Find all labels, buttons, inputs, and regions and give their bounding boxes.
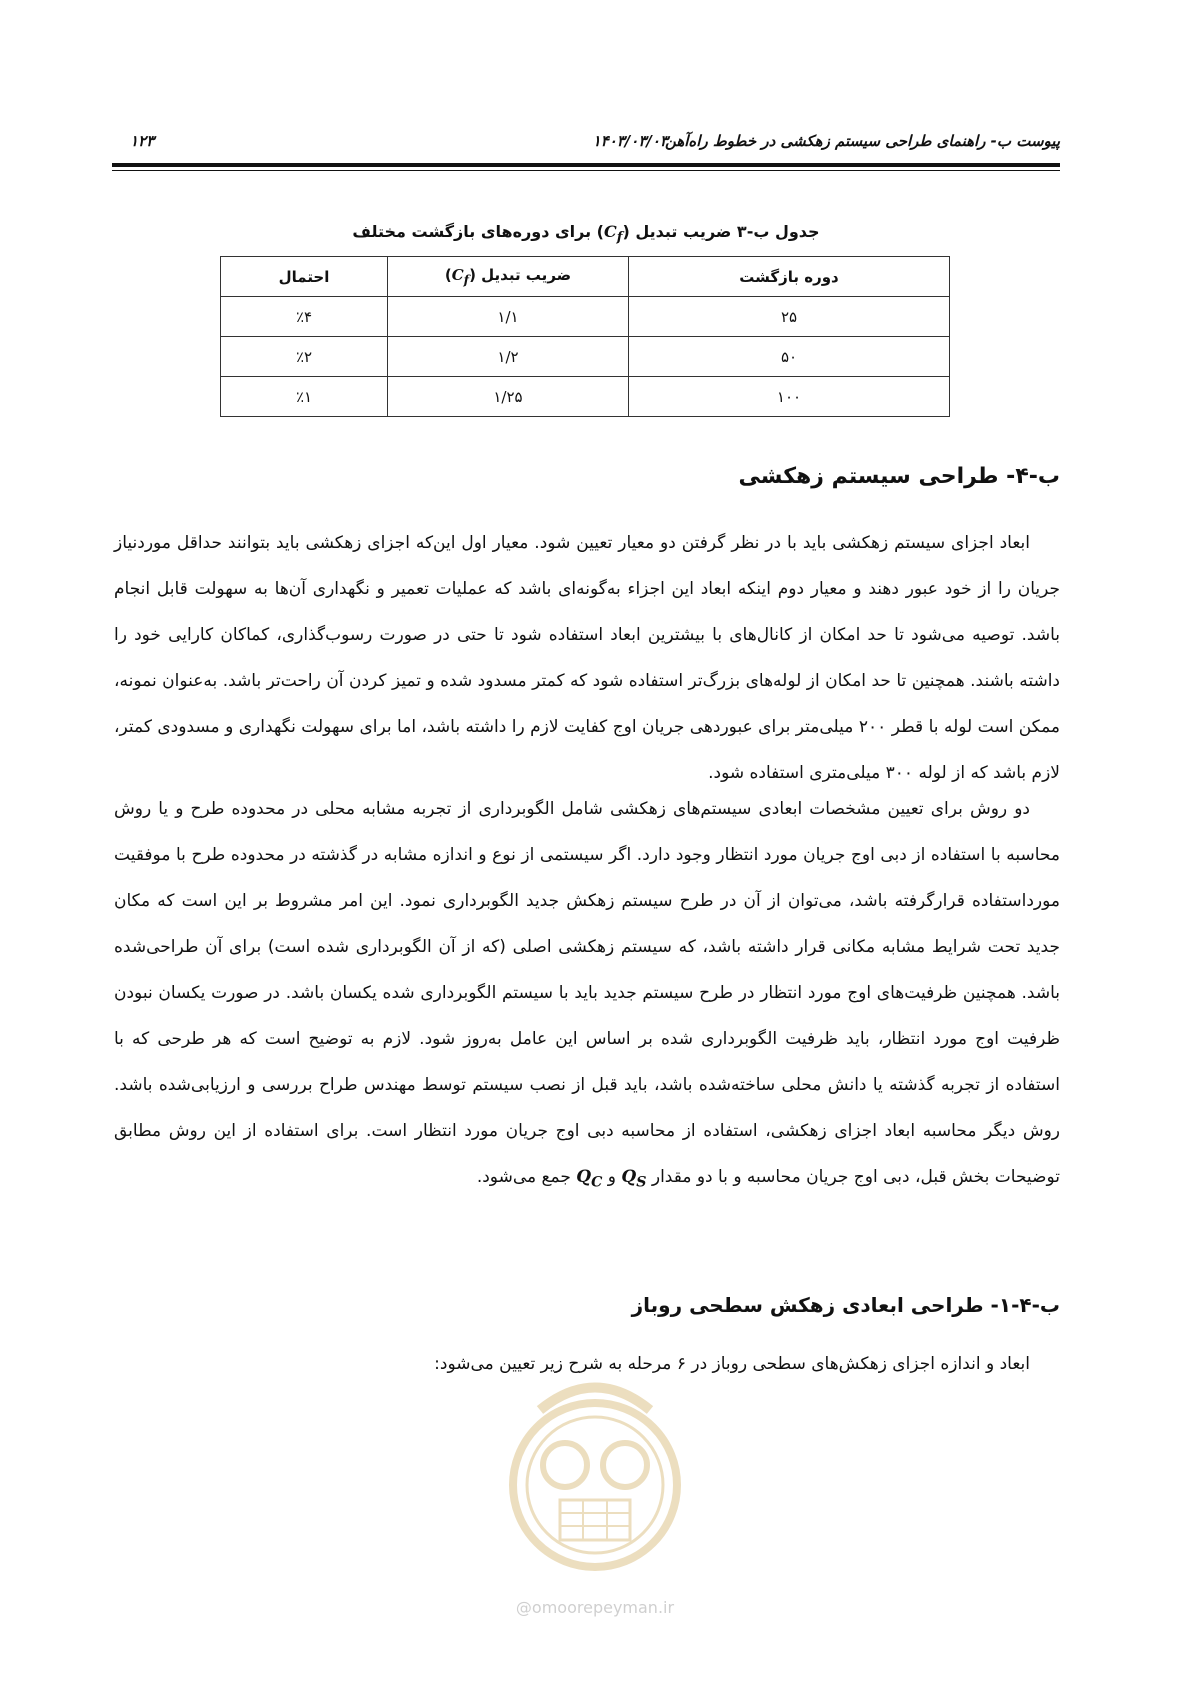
watermark-logo [480, 1370, 710, 1620]
header-cf-symbol: $C_f$ [451, 266, 470, 287]
and-word: و [602, 1167, 622, 1187]
subsection-heading: ب-۴-۱- طراحی ابعادی زهکش سطحی روباز [631, 1293, 1060, 1317]
table-header-row [221, 257, 950, 297]
qs-symbol: $Q_S$ [621, 1167, 647, 1191]
table-caption-before: جدول ب-۳ ضریب تبدیل ( [622, 222, 820, 241]
paragraph-2-end: جمع می‌شود. [476, 1167, 577, 1187]
header-return-period: دوره بازگشت [629, 257, 950, 297]
page-number: ۱۲۳ [130, 132, 155, 150]
cell-conversion-factor: ۱/۲ [388, 337, 629, 377]
cf-symbol: $C_f$ [604, 222, 623, 246]
paragraph-2 [114, 786, 1060, 1205]
cell-conversion-factor: ۱/۱ [388, 297, 629, 337]
table-row [221, 377, 950, 417]
table-caption-after: ) برای دوره‌های بازگشت مختلف [352, 222, 604, 241]
header-probability: احتمال [221, 257, 388, 297]
table-row [221, 337, 950, 377]
section-heading: ب-۴- طراحی سیستم زهکشی [738, 464, 1060, 489]
header-cf-after: ) [444, 266, 452, 284]
watermark-text: @omoorepeyman.ir [515, 1598, 675, 1617]
cell-return-period: ۱۰۰ [629, 377, 950, 417]
paragraph-1: ابعاد اجزای سیستم زهکشی باید با در نظر گرفتن دو معیار تعیین شود. معیار اول این‌که اجزای زهکشی باید بتوانند حداقل موردنیاز جریان را از خود عبور دهند و معیار دوم اینکه ابعاد این اجزاء به‌گونه‌ای باشد که عملیات تعمیر و نگهداری آن‌ها به سهولت قابل انجام باشد. توصیه می‌شود تا حد امکان از کانال‌های با بیشترین ابعاد استفاده شود تا حتی در صورت رسوب‌گذاری، کماکان کارایی خود را داشته باشند. همچنین تا حد امکان از لوله‌های بزرگ‌تر استفاده شود که کمتر مسدود شده و تمیز کردن آن راحت‌تر باشد. به‌عنوان نمونه، ممکن است لوله با قطر ۲۰۰ میلی‌متر برای عبوردهی جریان اوج کفایت لازم را داشته باشد، اما برای سهولت نگهداری و مسدودی کمتر، لازم باشد که از لوله ۳۰۰ میلی‌متری استفاده شود. [114, 533, 1061, 783]
table-caption [112, 222, 1060, 245]
cell-return-period: ۲۵ [629, 297, 950, 337]
cell-probability: ٪۱ [221, 377, 388, 417]
cell-probability: ٪۲ [221, 337, 388, 377]
header-title: پیوست ب- راهنمای طراحی سیستم زهکشی در خطوط راه‌آهن [664, 132, 1060, 150]
header-cf-before: ضریب تبدیل ( [469, 266, 572, 284]
page-header [112, 128, 1060, 168]
paragraph-3: ابعاد و اندازه اجزای زهکش‌های سطحی روباز در ۶ مرحله به شرح زیر تعیین می‌شود: [434, 1354, 1030, 1374]
header-rule-thick [112, 163, 1060, 167]
cell-conversion-factor: ۱/۲۵ [388, 377, 629, 417]
return-period-table [220, 256, 950, 417]
table-row [221, 297, 950, 337]
cell-return-period: ۵۰ [629, 337, 950, 377]
watermark-emblem-icon [480, 1370, 710, 1600]
header-conversion-factor [388, 257, 629, 297]
cell-probability: ٪۴ [221, 297, 388, 337]
paragraph-2-text: دو روش برای تعیین مشخصات ابعادی سیستم‌های زهکشی شامل الگوبرداری از تجربه مشابه محلی در محدوده طرح و یا روش محاسبه با استفاده از دبی اوج جریان مورد انتظار وجود دارد. اگر سیستمی از نوع و اندازه مشابه در گذشته در محدوده طرح با موفقیت مورداستفاده قرارگرفته باشد، می‌توان از آن در طرح سیستم زهکش جدید الگوبرداری نمود. این امر مشروط بر این است که مکان جدید تحت شرایط مشابه مکانی قرار داشته باشد، که سیستم زهکشی اصلی (که از آن الگوبرداری شده است) برای آن طراحی‌شده باشد. همچنین ظرفیت‌های اوج مورد انتظار در طرح سیستم جدید باید با سیستم الگوبرداری شده یکسان باشد. در صورت یکسان نبودن ظرفیت اوج مورد انتظار، باید ظرفیت الگوبرداری شده بر اساس این عامل به‌روز شود. لازم به توضیح است که هر طرحی که با استفاده از تجربه گذشته یا دانش محلی ساخته‌شده باشد، باید قبل از نصب سیستم توسط مهندس طراح بررسی و ارزیابی‌شده باشد. روش دیگر محاسبه ابعاد اجزای زهکشی، استفاده از محاسبه دبی اوج جریان مورد انتظار است. برای استفاده از این روش مطابق توضیحات بخش قبل، دبی اوج جریان محاسبه و با دو مقدار [114, 799, 1060, 1187]
header-rule-thin [112, 170, 1060, 171]
qc-symbol: $Q_C$ [576, 1167, 603, 1191]
header-date: ۱۴۰۳/۰۳/۰۳ [592, 132, 668, 150]
